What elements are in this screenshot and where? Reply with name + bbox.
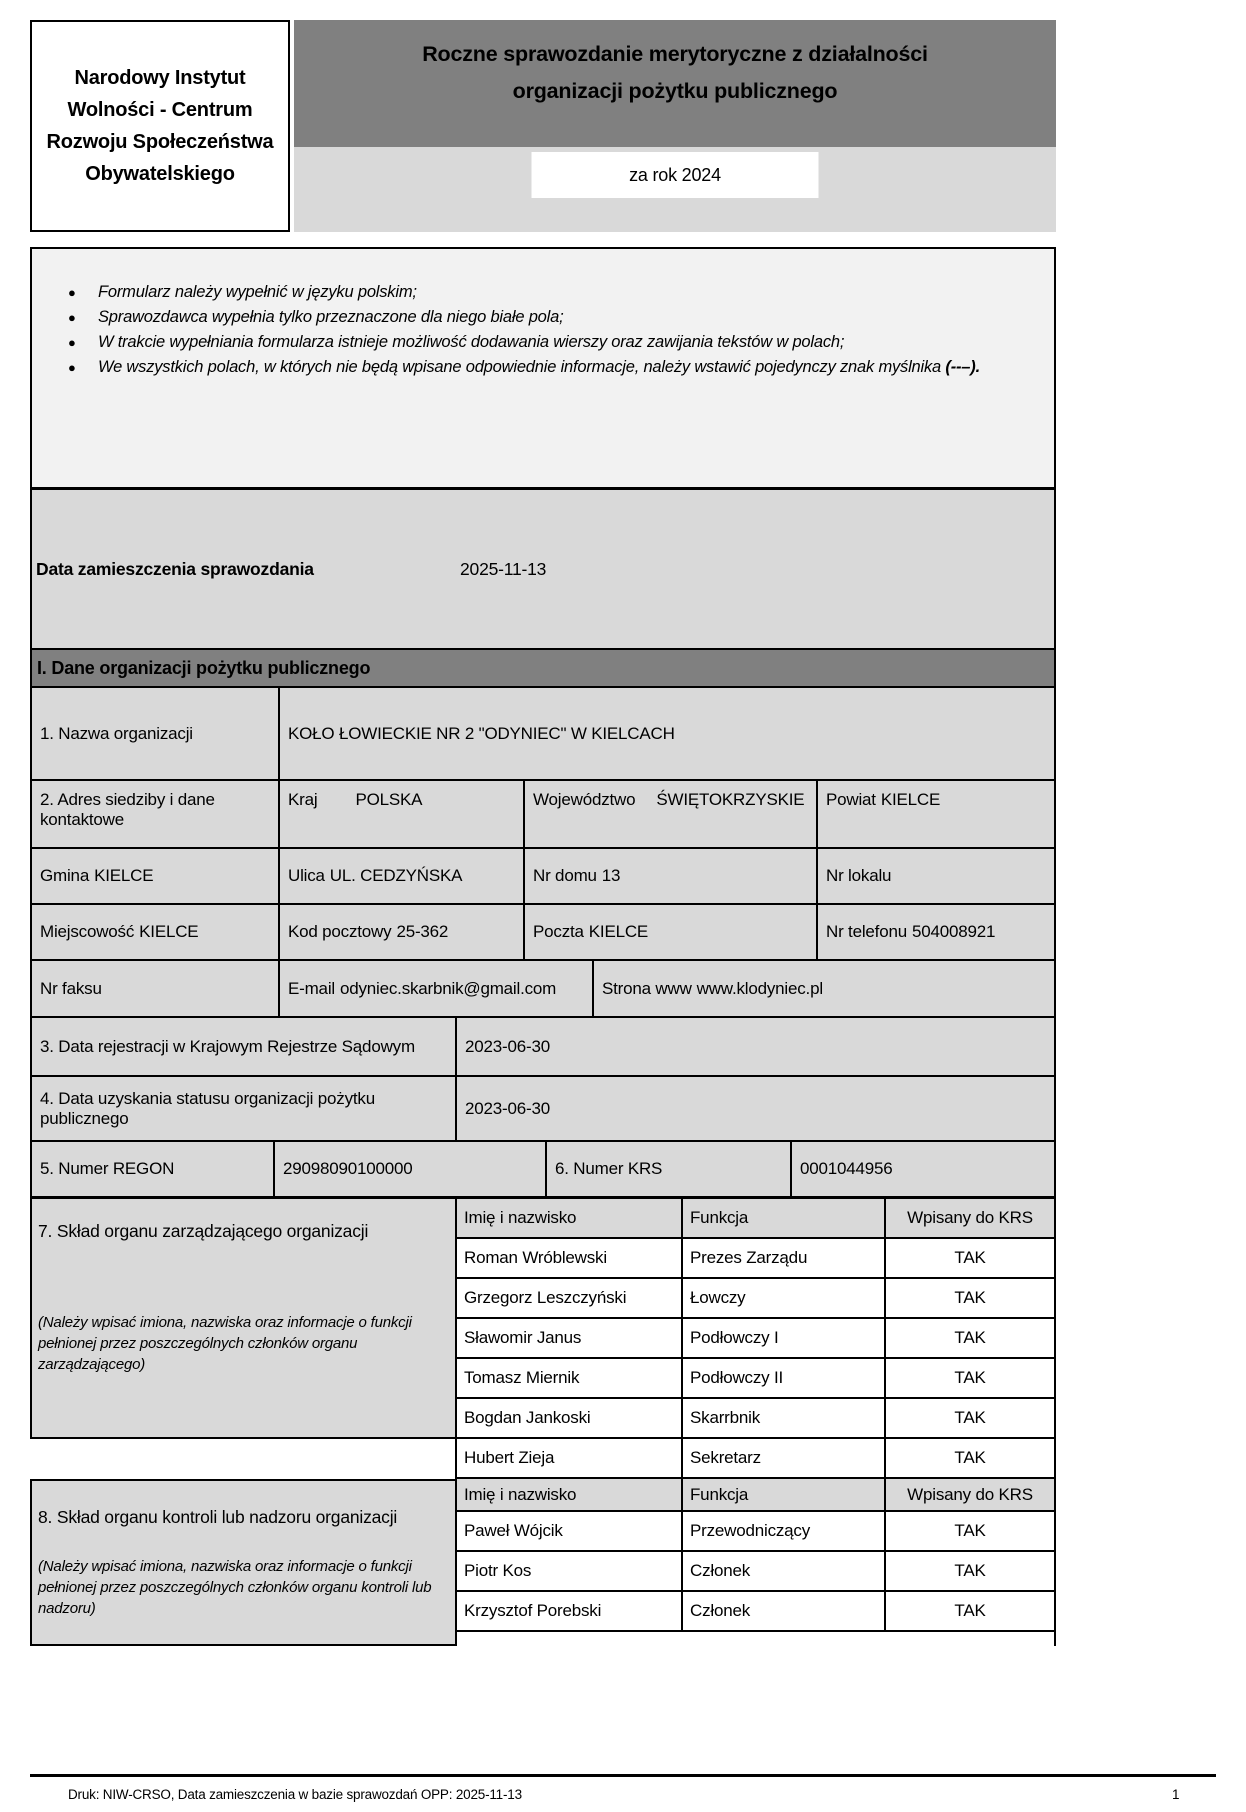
member-name: Roman Wróblewski	[457, 1239, 683, 1277]
email-value: odyniec.skarbnik@gmail.com	[339, 978, 557, 998]
kraj-value: POLSKA	[355, 790, 423, 809]
board-note: (Należy wpisać imiona, nazwiska oraz informacje o funkcji pełnionej przez poszczególnych członków organu zarządzającego)	[38, 1314, 412, 1373]
opp-date-value: 2023-06-30	[465, 1098, 550, 1118]
table-row	[457, 1399, 1054, 1439]
member-name: Hubert Zieja	[457, 1439, 683, 1477]
members-tables	[455, 1199, 1056, 1646]
krs-date-value: 2023-06-30	[465, 1036, 550, 1056]
powiat-label: Powiat	[826, 790, 876, 809]
org-name-label: 1. Nazwa organizacji	[32, 688, 280, 779]
member-name: Tomasz Miernik	[457, 1359, 683, 1397]
member-function: Przewodniczący	[683, 1512, 886, 1550]
year-band	[294, 147, 1056, 232]
member-function: Skarrbnik	[683, 1399, 886, 1437]
member-krs-flag: TAK	[954, 1248, 986, 1267]
nr-domu-value: 13	[601, 866, 621, 885]
member-name: Piotr Kos	[457, 1552, 683, 1590]
column-header-name: Imię i nazwisko	[457, 1479, 683, 1510]
table-row	[457, 1552, 1054, 1592]
report-title-line1: Roczne sprawozdanie merytoryczne z działalności	[422, 42, 928, 66]
field-nr-faksu	[32, 961, 280, 1016]
table-row	[457, 1239, 1054, 1279]
label-gap	[30, 1439, 455, 1479]
krs-label: 6. Numer KRS	[547, 1142, 792, 1196]
member-krs-flag: TAK	[954, 1521, 986, 1540]
miejscowosc-value: KIELCE	[139, 922, 199, 941]
opp-date-label: 4. Data uzyskania statusu organizacji pożytku publicznego	[32, 1077, 457, 1140]
opp-date-row	[32, 1077, 1054, 1142]
column-header-krs: Wpisany do KRS	[907, 1484, 1033, 1504]
instruction-item	[32, 305, 1054, 330]
field-nr-domu	[525, 849, 818, 903]
bullet-icon: ●	[68, 335, 76, 350]
wojewodztwo-value: ŚWIĘTOKRZYSKIE	[656, 790, 805, 809]
footer-page-number: 1	[1172, 1787, 1180, 1802]
field-kraj	[280, 781, 525, 847]
column-header-krs: Wpisany do KRS	[907, 1208, 1033, 1227]
nr-telefonu-label: Nr telefonu	[826, 922, 907, 941]
member-function: Sekretarz	[683, 1439, 886, 1477]
regon-label: 5. Numer REGON	[32, 1142, 275, 1196]
poczta-label: Poczta	[533, 922, 584, 941]
powiat-value: KIELCE	[880, 790, 941, 809]
column-header-name: Imię i nazwisko	[457, 1199, 683, 1237]
board-label: 7. Skład organu zarządzającego organizacji	[38, 1221, 369, 1241]
report-page	[30, 20, 1056, 1646]
field-nr-lokalu	[818, 849, 1054, 903]
member-name: Krzysztof Porebski	[457, 1592, 683, 1630]
table-row	[457, 1439, 1054, 1479]
field-gmina	[32, 849, 280, 903]
supervisory-label: 8. Skład organu kontroli lub nadzoru organizacji	[38, 1507, 398, 1527]
regon-krs-row	[32, 1142, 1054, 1196]
board-table-header	[457, 1199, 1054, 1239]
member-krs-flag: TAK	[954, 1288, 986, 1307]
instruction-text: We wszystkich polach, w których nie będą wpisane odpowiednie informacje, należy wstawić pojedynczy znak myślnika (--–).	[98, 358, 980, 376]
member-function: Członek	[683, 1552, 886, 1590]
member-function: Członek	[683, 1592, 886, 1630]
member-krs-flag: TAK	[954, 1601, 986, 1620]
miejscowosc-label: Miejscowość	[40, 922, 135, 941]
instruction-item	[32, 330, 1054, 355]
instructions-list	[32, 249, 1054, 490]
nr-lokalu-label: Nr lokalu	[826, 866, 892, 885]
bullet-icon: ●	[68, 310, 76, 325]
address-row-1	[32, 781, 1054, 849]
krs-date-row	[32, 1018, 1054, 1077]
wojewodztwo-label: Województwo	[533, 790, 636, 809]
field-kod-pocztowy	[280, 905, 525, 959]
bullet-icon: ●	[68, 285, 76, 300]
board-table-rows	[457, 1239, 1054, 1479]
supervisory-label-box	[30, 1479, 455, 1646]
field-powiat	[818, 781, 1054, 847]
board-label-box	[30, 1199, 455, 1439]
ulica-label: Ulica	[288, 866, 325, 885]
regon-value: 29098090100000	[275, 1142, 547, 1196]
report-title	[294, 20, 1056, 147]
bullet-icon: ●	[68, 360, 76, 375]
kod-pocztowy-label: Kod pocztowy	[288, 922, 392, 941]
report-year: za rok 2024	[532, 152, 819, 198]
member-name: Sławomir Janus	[457, 1319, 683, 1357]
header-right	[294, 20, 1056, 232]
column-header-function: Funkcja	[683, 1479, 886, 1510]
krs-value: 0001044956	[800, 1159, 893, 1178]
report-title-line2: organizacji pożytku publicznego	[512, 79, 838, 103]
org-name-value: KOŁO ŁOWIECKIE NR 2 "ODYNIEC" W KIELCACH	[288, 723, 675, 743]
ulica-value: UL. CEDZYŃSKA	[329, 866, 463, 885]
gmina-value: KIELCE	[94, 866, 154, 885]
table-row	[457, 1279, 1054, 1319]
instruction-text: W trakcie wypełniania formularza istnieje możliwość dodawania wierszy oraz zawijania tekstów w polach;	[98, 333, 845, 351]
field-ulica	[280, 849, 525, 903]
member-krs-flag: TAK	[954, 1328, 986, 1347]
instruction-item	[32, 355, 1054, 380]
field-email	[280, 961, 594, 1016]
instruction-text: Sprawozdawca wypełnia tylko przeznaczone dla niego białe pola;	[98, 308, 564, 326]
supervisory-note: (Należy wpisać imiona, nazwiska oraz informacje o funkcji pełnionej przez poszczególnych członków organu kontroli lub nadzoru)	[38, 1558, 432, 1617]
instruction-item	[32, 280, 1054, 305]
strona-www-label: Strona www	[602, 978, 692, 998]
submission-date-value: 2025-11-13	[460, 558, 547, 579]
table-row	[457, 1592, 1054, 1632]
table-row	[457, 1359, 1054, 1399]
strona-www-value: www.klodyniec.pl	[696, 978, 823, 998]
field-wojewodztwo	[525, 781, 818, 847]
table-row	[457, 1512, 1054, 1552]
member-function: Podłowczy I	[683, 1319, 886, 1357]
nr-telefonu-value: 504008921	[911, 922, 996, 941]
address-row-3	[32, 905, 1054, 961]
member-name: Paweł Wójcik	[457, 1512, 683, 1550]
member-name: Grzegorz Leszczyński	[457, 1279, 683, 1317]
nr-domu-label: Nr domu	[533, 866, 597, 885]
member-krs-flag: TAK	[954, 1448, 986, 1467]
field-miejscowosc	[32, 905, 280, 959]
submission-date-row	[32, 490, 1054, 650]
member-function: Podłowczy II	[683, 1359, 886, 1397]
field-poczta	[525, 905, 818, 959]
governing-bodies-labels	[30, 1199, 455, 1646]
member-function: Łowczy	[683, 1279, 886, 1317]
krs-date-label: 3. Data rejestracji w Krajowym Rejestrze Sądowym	[32, 1018, 457, 1075]
poczta-value: KIELCE	[588, 922, 649, 941]
supervisory-table-header	[457, 1479, 1054, 1512]
governing-bodies-section	[30, 1199, 1056, 1646]
supervisory-table-rows	[457, 1512, 1054, 1632]
address-row-4	[32, 961, 1054, 1018]
nr-faksu-label: Nr faksu	[40, 978, 102, 998]
footer-divider	[30, 1774, 1216, 1777]
kod-pocztowy-value: 25-362	[396, 922, 449, 941]
member-krs-flag: TAK	[954, 1368, 986, 1387]
member-function: Prezes Zarządu	[683, 1239, 886, 1277]
field-strona-www	[594, 961, 1054, 1016]
field-nr-telefonu	[818, 905, 1054, 959]
submission-date-label: Data zamieszczenia sprawozdania	[36, 558, 314, 579]
member-krs-flag: TAK	[954, 1561, 986, 1580]
institute-name: Narodowy Instytut Wolności - Centrum Rozwoju Społeczeństwa Obywatelskiego	[46, 67, 274, 185]
gmina-label: Gmina	[40, 866, 90, 885]
main-form-table	[30, 247, 1056, 1199]
footer-print-info: Druk: NIW-CRSO, Data zamieszczenia w bazie sprawozdań OPP: 2025-11-13	[68, 1787, 522, 1802]
email-label: E-mail	[288, 978, 335, 998]
org-name-row	[32, 688, 1054, 781]
section-1-header: I. Dane organizacji pożytku publicznego	[32, 650, 1054, 688]
kraj-label: Kraj	[288, 790, 318, 809]
table-row	[457, 1319, 1054, 1359]
instruction-text: Formularz należy wypełnić w języku polskim;	[98, 283, 417, 301]
institute-box	[30, 20, 290, 232]
address-label: 2. Adres siedziby i dane kontaktowe	[32, 781, 280, 847]
address-row-2	[32, 849, 1054, 905]
member-krs-flag: TAK	[954, 1408, 986, 1427]
page-header	[30, 20, 1056, 232]
member-name: Bogdan Jankoski	[457, 1399, 683, 1437]
column-header-function: Funkcja	[683, 1199, 886, 1237]
